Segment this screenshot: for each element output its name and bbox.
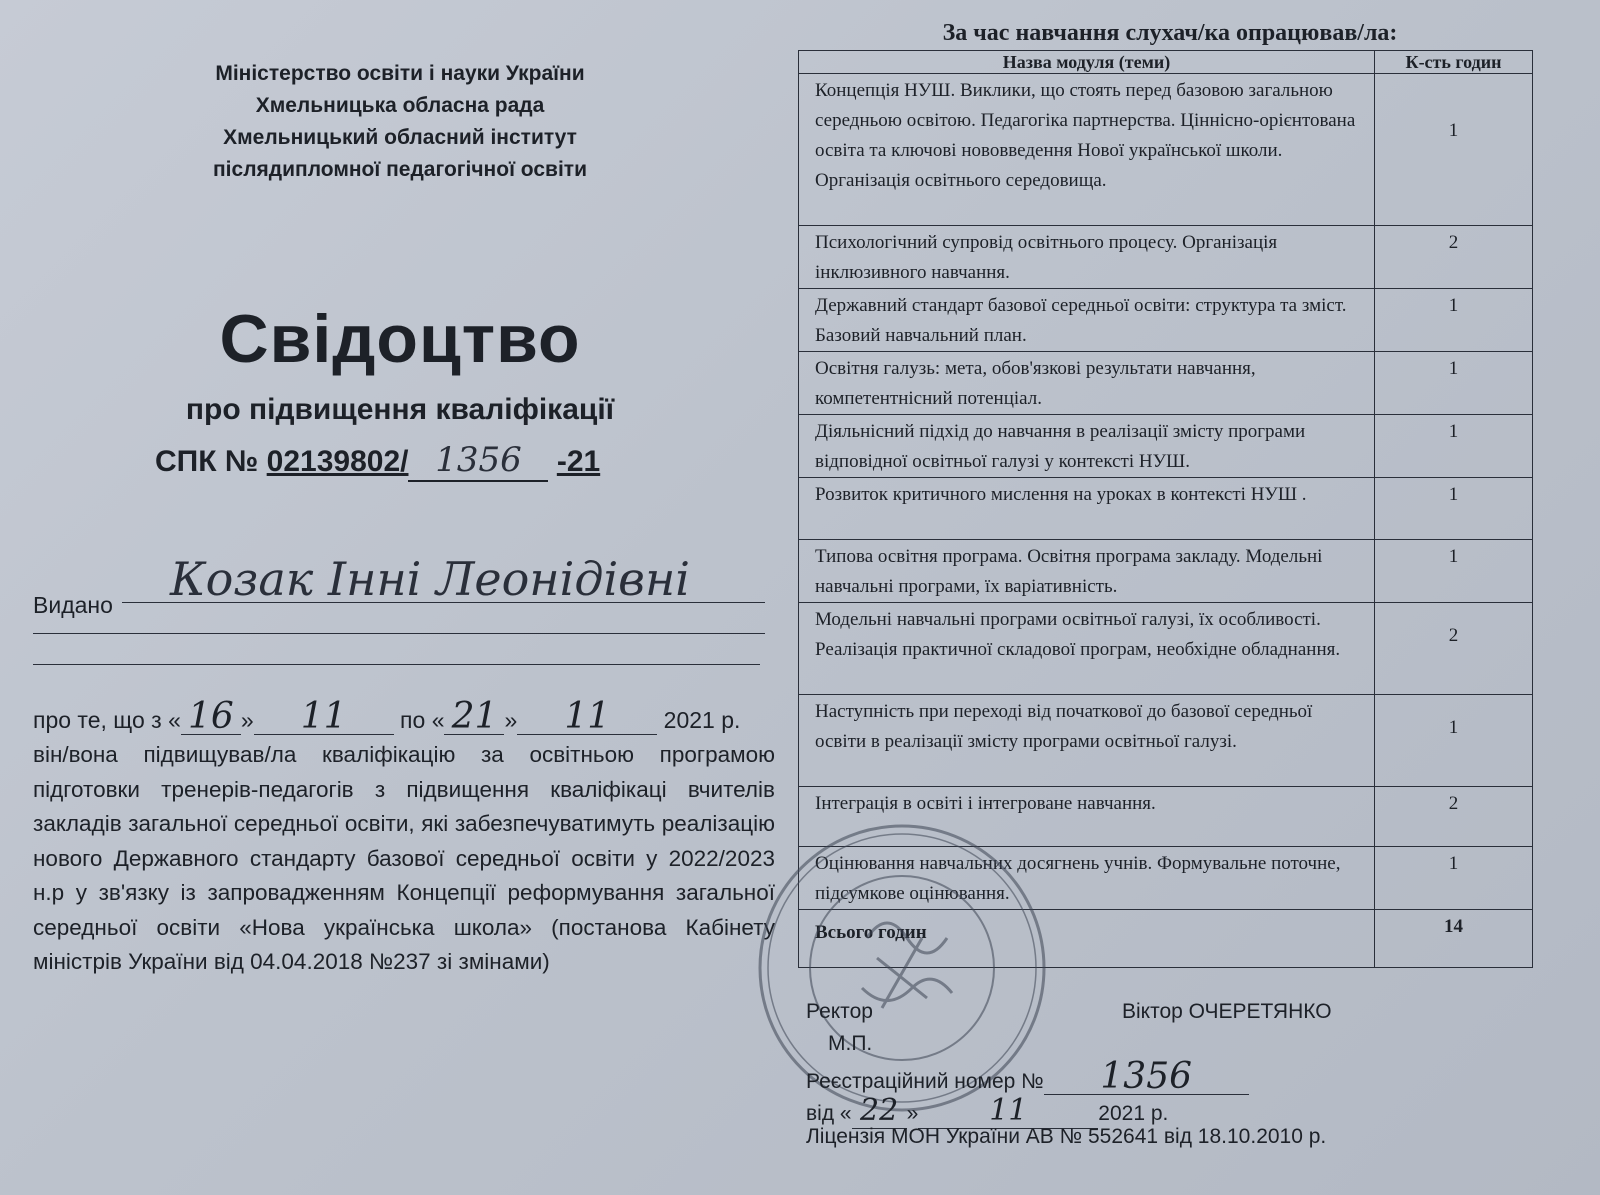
date-mid: » [906,1102,919,1125]
module-topic: Інтеграція в освіті і інтегроване навчання. [799,787,1375,847]
from-month: 11 [254,700,394,735]
certificate-number [155,440,600,482]
module-hours: 2 [1375,787,1533,847]
table-row [799,695,1533,787]
module-topic: Типова освітня програма. Освітня програма закладу. Модельні навчальні програми, їх варіативність. [799,540,1375,603]
issued-line-2 [33,633,765,634]
table-row [799,352,1533,415]
to-day: 21 [444,700,504,735]
date-day: 22 [852,1094,907,1129]
table-row [799,226,1533,289]
table-row [799,540,1533,603]
module-topic: Психологічний супровід освітнього процесу. Організація інклюзивного навчання. [799,226,1375,289]
table-row [799,74,1533,226]
module-hours: 1 [1375,415,1533,478]
total-hours: 14 [1375,910,1533,968]
date-prefix: від « [806,1102,852,1125]
license-info: Ліцензія МОН України АВ № 552641 від 18.10.2010 р. [806,1125,1327,1148]
certificate-title: Свідоцтво [219,301,581,377]
table-heading: За час навчання слухач/ка опрацював/ла: [942,20,1398,46]
number-suffix: -21 [556,445,601,478]
module-topic: Модельні навчальні програми освітньої галузі, їх особливості. Реалізація практичної складової програм, необхідне обладнання. [799,603,1375,695]
issued-label: Видано [33,592,113,618]
rector-label: Ректор [806,1000,873,1023]
header-line-pedagogical: післядипломної педагогічної освіти [213,158,587,181]
issued-name-handwritten: Козак Інні Леонідівні [170,552,690,606]
col-hours-header: К-сть годин [1375,51,1533,74]
col-topic-header: Назва модуля (теми) [799,51,1375,74]
module-hours: 1 [1375,695,1533,787]
institution-header [150,58,650,186]
module-hours: 2 [1375,603,1533,695]
table-row [799,478,1533,540]
module-hours: 1 [1375,74,1533,226]
module-hours: 2 [1375,226,1533,289]
program-description: він/вона підвищував/ла кваліфікацію за освітньою програмою підготовки тренерів-педагогів з підвищення кваліфікаці вчителів закладів загальної середньої освіти, які забезпечуватимуть реалізацію нового Державного стандарту базової середньої освіти у 2022/2023 н.р у зв'язку із запровадженням Концепції реформування загальної середньої освіти «Нова українська школа» (постанова Кабінету міністрів України від 04.04.2018 №237 зі змінами) [33,742,775,974]
issued-line-3 [33,664,760,665]
table-header-row [799,51,1533,74]
registration-label: Реєстраційний номер № [806,1070,1044,1093]
number-prefix: СПК № [155,445,259,478]
date-month: 11 [918,1094,1098,1129]
table-row [799,415,1533,478]
module-hours: 1 [1375,540,1533,603]
module-topic: Оцінювання навчальних досягнень учнів. Формувальне поточне, підсумкове оцінювання. [799,847,1375,910]
table-row [799,603,1533,695]
table-row [799,289,1533,352]
period-prefix: про те, що з [33,707,162,733]
header-line-ministry: Міністерство освіти і науки України [215,62,585,85]
registration-date [806,1094,1168,1129]
seal-label: М.П. [828,1032,873,1055]
module-hours: 1 [1375,847,1533,910]
period-year: 2021 р. [663,707,741,733]
date-year: 2021 р. [1098,1102,1169,1125]
module-topic: Розвиток критичного мислення на уроках в контексті НУШ . [799,478,1375,540]
training-period: про те, що з « 16 » 11 по « 21 » 11 2021 р. [33,696,741,737]
certificate-subtitle: про підвищення кваліфікації [185,393,615,426]
rector-name: Віктор ОЧЕРЕТЯНКО [1122,1000,1332,1023]
module-topic: Освітня галузь: мета, обов'язкові результати навчання, компетентнісний потенціал. [799,352,1375,415]
module-topic: Державний стандарт базової середньої освіти: структура та зміст. Базовий навчальний план. [799,289,1375,352]
registration-number-handwritten: 1356 [1044,1060,1249,1095]
header-line-institute: Хмельницький обласний інститут [223,126,577,149]
module-topic: Діяльнісний підхід до навчання в реалізації змісту програми відповідної освітньої галузі у контексті НУШ. [799,415,1375,478]
module-hours: 1 [1375,352,1533,415]
to-month: 11 [517,700,657,735]
registration-number [806,1056,1249,1097]
header-line-council: Хмельницька обласна рада [255,94,545,117]
module-topic: Концепція НУШ. Виклики, що стоять перед базовою загальною середньою освітою. Педагогіка партнерства. Ціннісно-орієнтована освіта та ключові нововведення Нової української школи. Організація освітнього середовища. [799,74,1375,226]
module-topic: Наступність при переході від початкової до базової середньої освіти в реалізації змісту програми освітньої галузі. [799,695,1375,787]
number-base: 02139802/ [266,445,409,478]
total-label: Всього годин [799,910,1375,968]
number-handwritten: 1356 [408,440,548,482]
module-hours: 1 [1375,289,1533,352]
from-day: 16 [181,700,241,735]
module-hours: 1 [1375,478,1533,540]
period-to-label: по [400,707,426,733]
